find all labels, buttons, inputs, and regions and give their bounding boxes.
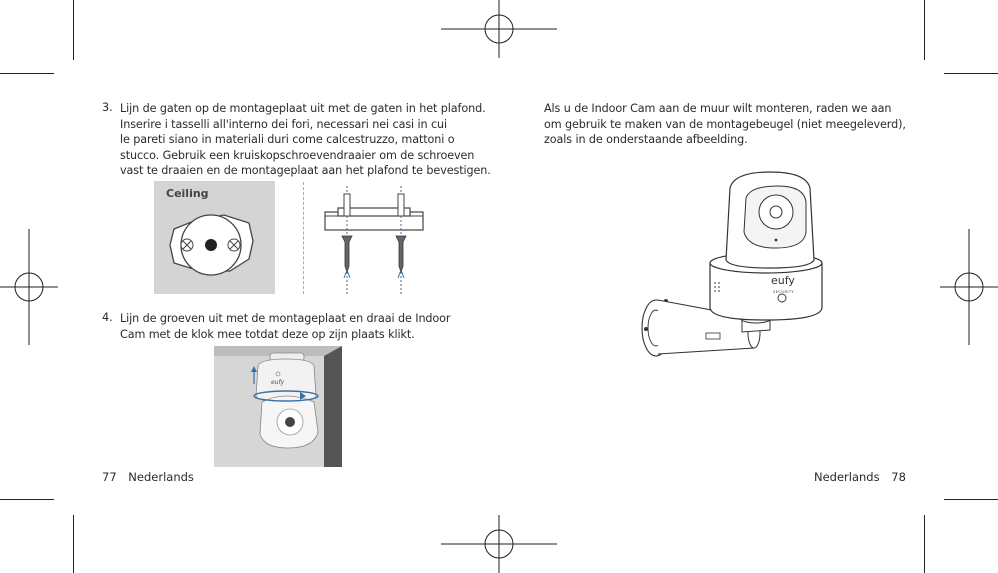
right-footer	[814, 470, 906, 484]
registration-mark-right	[940, 229, 998, 345]
crop-mark	[73, 515, 74, 573]
crop-mark	[73, 0, 74, 60]
text-line: om gebruik te maken van de montagebeugel (niet meegeleverd),	[544, 117, 906, 131]
wall-mount-intro	[544, 101, 906, 148]
text-line: zoals in de onderstaande afbeelding.	[544, 133, 748, 147]
crop-mark	[0, 73, 54, 74]
footer-language: Nederlands	[814, 470, 880, 484]
figure-label: Ceiling	[166, 187, 209, 200]
text-line: Lijn de gaten op de montageplaat uit met de gaten in het plafond.	[120, 102, 486, 115]
step-4-text	[120, 311, 450, 342]
text-line: le pareti siano in materiali duri come calcestruzzo, mattoni o	[120, 133, 455, 147]
step-3-text	[120, 101, 491, 179]
text-line: Lijn de groeven uit met de montageplaat en draai de Indoor	[120, 312, 451, 325]
wall-mounted-camera-drawing	[630, 168, 830, 368]
mount-plate-drawing	[154, 181, 275, 294]
registration-mark-top	[441, 0, 557, 60]
ceiling-mount-figure	[154, 181, 275, 294]
text-line: stucco. Gebruik een kruiskopschroevendraaier om de schroeven	[120, 148, 475, 162]
camera-mount-figure	[214, 346, 342, 467]
left-footer	[102, 470, 194, 484]
step-number: 3.	[102, 101, 113, 114]
camera-twist-drawing	[214, 346, 342, 467]
text-line: Als u de Indoor Cam aan de muur wilt monteren, raden we aan	[544, 102, 892, 115]
crop-mark	[924, 0, 925, 60]
step-number: 4.	[102, 311, 113, 324]
text-line: Cam met de klok mee totdat deze op zijn plaats klikt.	[120, 327, 415, 341]
camera-brand-label: eufy	[771, 274, 795, 287]
crop-mark	[944, 73, 998, 74]
figure-divider	[303, 182, 304, 294]
crop-mark	[0, 499, 54, 500]
text-line: vast te draaien en de montageplaat aan het plafond te bevestigen.	[120, 164, 491, 178]
registration-mark-left	[0, 229, 58, 345]
camera-brand-label: eufy	[271, 379, 285, 386]
page-number: 77	[102, 470, 117, 484]
page-number: 78	[891, 470, 906, 484]
footer-language: Nederlands	[128, 470, 194, 484]
text-line: Inserire i tasselli all'interno dei fori, necessari nei casi in cui	[120, 117, 448, 131]
crop-mark	[924, 515, 925, 573]
registration-mark-bottom	[441, 515, 557, 573]
screw-anchor-drawing	[322, 186, 428, 296]
crop-mark	[944, 499, 998, 500]
camera-sub-label: SECURITY	[773, 290, 795, 294]
